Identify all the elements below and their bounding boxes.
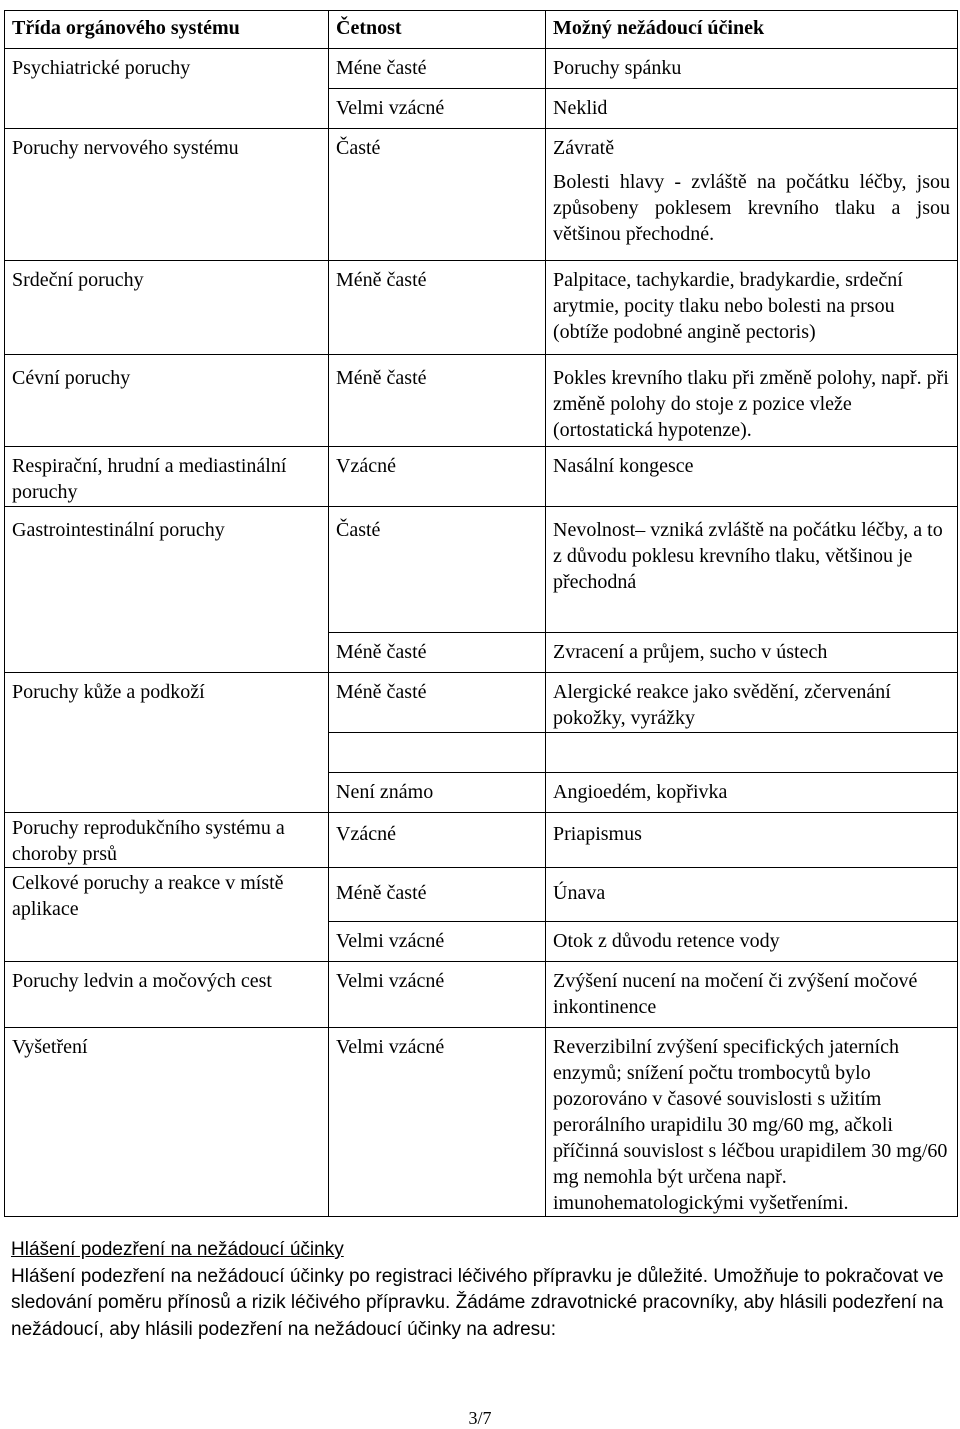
effect-cell: Nevolnost– vzniká zvláště na počátku léčby, a to z důvodu poklesu krevního tlaku, většinou je přechodná bbox=[546, 507, 958, 633]
table-row bbox=[5, 813, 958, 868]
effect-text: Závratě bbox=[553, 137, 615, 159]
frequency-cell: Vzácné bbox=[329, 447, 546, 507]
frequency-cell: Méně časté bbox=[329, 633, 546, 673]
frequency-cell: Časté bbox=[329, 129, 546, 261]
effect-cell: Pokles krevního tlaku při změně polohy, např. při změně polohy do stoje z pozice vleže (ortostatická hypotenze). bbox=[546, 355, 958, 447]
organ-class-cell: Poruchy kůže a podkoží bbox=[5, 673, 329, 813]
section-title: Hlášení podezření na nežádoucí účinky bbox=[11, 1239, 344, 1260]
table-row bbox=[5, 447, 958, 507]
frequency-cell: Velmi vzácné bbox=[329, 89, 546, 129]
frequency-cell: Velmi vzácné bbox=[329, 962, 546, 1028]
header-organ-class: Třída orgánového systému bbox=[5, 11, 329, 49]
organ-class-cell: Poruchy ledvin a močových cest bbox=[5, 962, 329, 1028]
effect-cell: Priapismus bbox=[546, 813, 958, 868]
effect-cell: Zvýšení nucení na močení či zvýšení močové inkontinence bbox=[546, 962, 958, 1028]
effect-cell: Palpitace, tachykardie, bradykardie, srdeční arytmie, pocity tlaku nebo bolesti na prsou (obtíže podobné angině pectoris) bbox=[546, 261, 958, 355]
table-row bbox=[5, 261, 958, 355]
frequency-cell: Velmi vzácné bbox=[329, 922, 546, 962]
effect-cell: Zvracení a průjem, sucho v ústech bbox=[546, 633, 958, 673]
page-number: 3/7 bbox=[468, 1408, 492, 1428]
effect-cell: Angioedém, kopřivka bbox=[546, 773, 958, 813]
frequency-cell: Není známo bbox=[329, 773, 546, 813]
header-frequency: Četnost bbox=[329, 11, 546, 49]
frequency-cell: Méne časté bbox=[329, 49, 546, 89]
table-row bbox=[5, 673, 958, 733]
organ-class-cell: Psychiatrické poruchy bbox=[5, 49, 329, 129]
organ-class-cell: Gastrointestinální poruchy bbox=[5, 507, 329, 673]
organ-class-cell: Poruchy reprodukčního systému a choroby prsů bbox=[5, 813, 329, 868]
section-paragraph: Hlášení podezření na nežádoucí účinky po registraci léčivého přípravku je důležité. Umožňuje to pokračovat ve sledování poměru přínosů a rizik léčivého přípravku. Žádáme zdravotnické pracovníky, aby hlásili podezření na nežádoucí, aby hlásili podezření na nežádoucí účinky na adresu: bbox=[11, 1265, 944, 1340]
organ-class-cell: Vyšetření bbox=[5, 1028, 329, 1217]
effect-text: Bolesti hlavy - zvláště na počátku léčby, jsou způsobeny poklesem krevního tlaku a jsou většinou přechodné. bbox=[553, 171, 950, 245]
frequency-cell: Časté bbox=[329, 507, 546, 633]
reporting-section bbox=[11, 1237, 951, 1343]
effect-cell: Neklid bbox=[546, 89, 958, 129]
table-row bbox=[5, 129, 958, 261]
table-header-row bbox=[5, 11, 958, 49]
effect-cell bbox=[546, 129, 958, 261]
organ-class-cell: Srdeční poruchy bbox=[5, 261, 329, 355]
effect-cell: Nasální kongesce bbox=[546, 447, 958, 507]
frequency-cell: Velmi vzácné bbox=[329, 1028, 546, 1217]
organ-class-cell: Poruchy nervového systému bbox=[5, 129, 329, 261]
effect-cell: Únava bbox=[546, 868, 958, 922]
frequency-cell: Méně časté bbox=[329, 261, 546, 355]
adverse-effects-table bbox=[4, 10, 958, 1217]
frequency-cell bbox=[329, 733, 546, 773]
organ-class-cell: Cévní poruchy bbox=[5, 355, 329, 447]
table-row bbox=[5, 49, 958, 89]
effect-cell: Otok z důvodu retence vody bbox=[546, 922, 958, 962]
effect-cell: Reverzibilní zvýšení specifických jaterních enzymů; snížení počtu trombocytů bylo pozorováno v časové souvislosti s užitím perorálního urapidilu 30 mg/60 mg, ačkoli příčinná souvislost s léčbou urapidilem 30 mg/60 mg nemohla být určena např. imunohematologickými vyšetřeními. bbox=[546, 1028, 958, 1217]
frequency-cell: Méně časté bbox=[329, 868, 546, 922]
frequency-cell: Méně časté bbox=[329, 673, 546, 733]
table-row bbox=[5, 507, 958, 633]
effect-cell: Alergické reakce jako svědění, zčervenání pokožky, vyrážky bbox=[546, 673, 958, 733]
organ-class-cell: Respirační, hrudní a mediastinální poruchy bbox=[5, 447, 329, 507]
frequency-cell: Méně časté bbox=[329, 355, 546, 447]
organ-class-cell: Celkové poruchy a reakce v místě aplikace bbox=[5, 868, 329, 962]
table-row bbox=[5, 1028, 958, 1217]
effect-cell: Poruchy spánku bbox=[546, 49, 958, 89]
effect-cell bbox=[546, 733, 958, 773]
header-effect: Možný nežádoucí účinek bbox=[546, 11, 958, 49]
table-row bbox=[5, 868, 958, 922]
table-row bbox=[5, 962, 958, 1028]
frequency-cell: Vzácné bbox=[329, 813, 546, 868]
table-row bbox=[5, 355, 958, 447]
